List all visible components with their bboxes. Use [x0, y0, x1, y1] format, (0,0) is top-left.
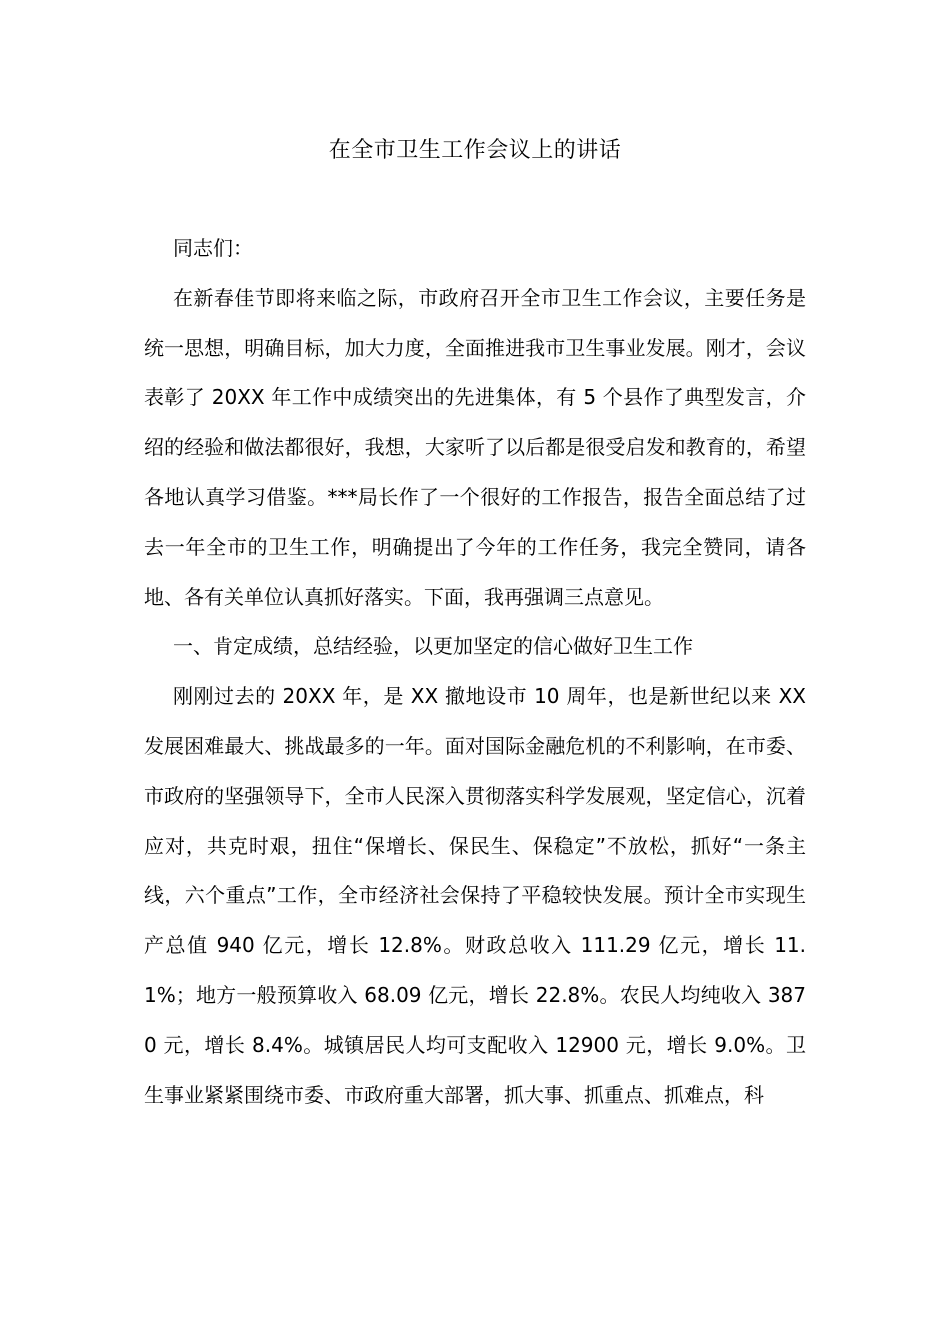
paragraph-achievements: 刚刚过去的 20XX 年，是 XX 撤地设市 10 周年，也是新世纪以来 XX 发展困难最大、挑战最多的一年。面对国际金融危机的不利影响，在市委、市政府的坚强领导下，全市人民深入贯彻落实科学发展观，坚定信心，沉着应对，共克时艰，扭住“保增长、保民生、保稳定”不放松，抓好“一条主线，六个重点”工作，全市经济社会保持了平稳较快发展。预计全市实现生产总值 940 亿元，增长 12.8%。财政总收入 111.29 亿元，增长 11.1%；地方一般预算收入 68.09 亿元，增长 22.8%。农民人均纯收入 3870 元，增长 8.4%。城镇居民人均可支配收入 12900 元，增长 9.0%。卫生事业紧紧围绕市委、市政府重大部署，抓大事、抓重点、抓难点，科 [144, 684, 806, 1107]
section-heading-1: 一、肯定成绩，总结经验，以更加坚定的信心做好卫生工作 [173, 634, 693, 659]
paragraph-intro: 在新春佳节即将来临之际，市政府召开全市卫生工作会议，主要任务是统一思想，明确目标，加大力度，全面推进我市卫生事业发展。刚才，会议表彰了 20XX 年工作中成绩突出的先进集体，有 5 个县作了典型发言，介绍的经验和做法都很好，我想，大家听了以后都是很受启发和教育的，希望各地认真学习借鉴。***局长作了一个很好的工作报告，报告全面总结了过去一年全市的卫生工作，明确提出了今年的工作任务，我完全赞同，请各地、各有关单位认真抓好落实。下面，我再强调三点意见。 [144, 285, 806, 609]
salutation: 同志们： [173, 236, 253, 260]
document-body [144, 224, 806, 1120]
page-title: 在全市卫生工作会议上的讲话 [328, 138, 622, 163]
